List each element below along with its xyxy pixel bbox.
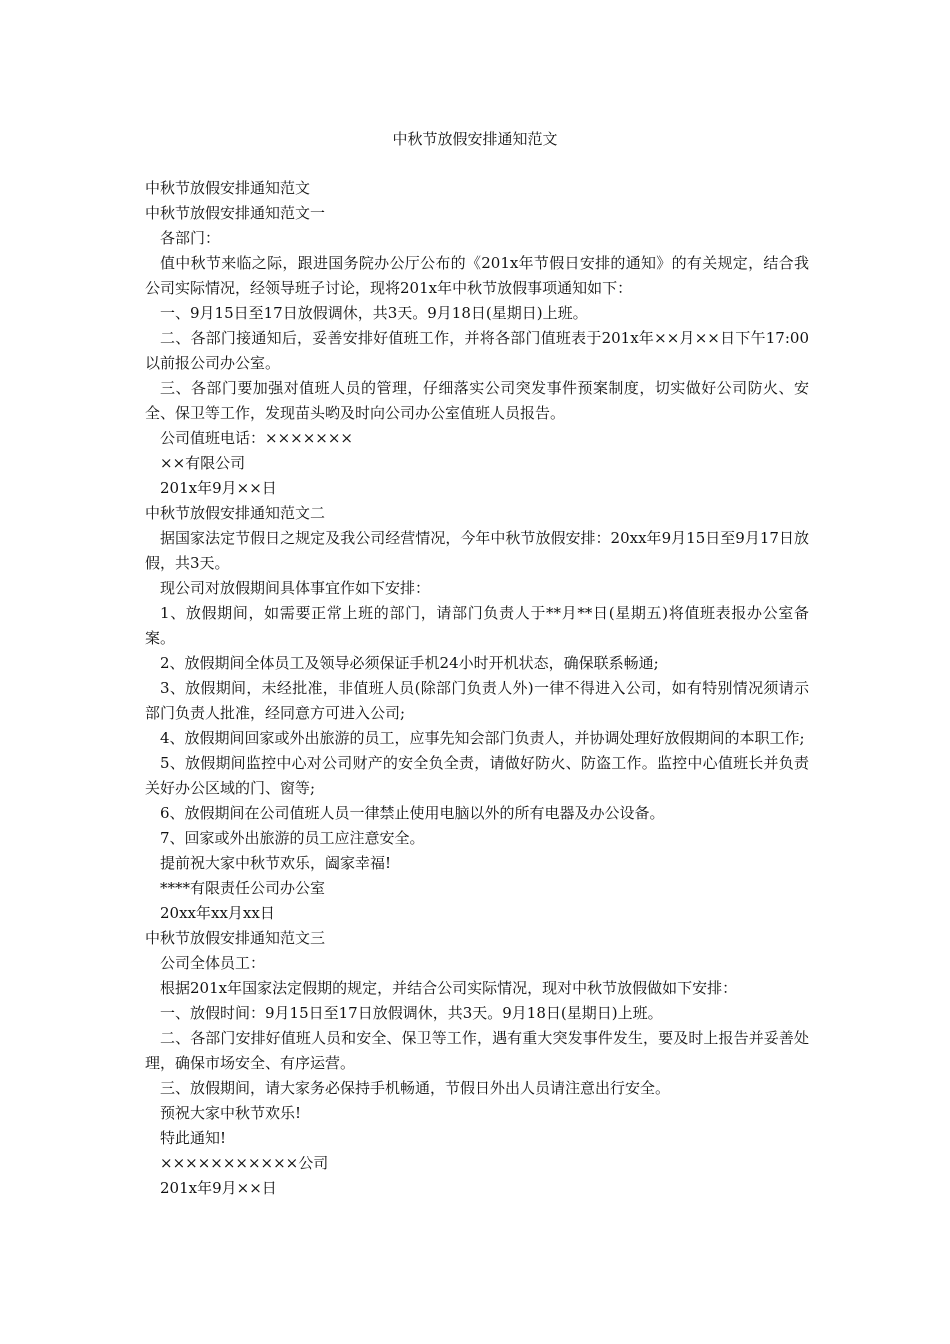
paragraph: 5、放假期间监控中心对公司财产的安全负全责，请做好防火、防盗工作。监控中心值班长并负责关好办公区域的门、窗等;	[145, 754, 809, 797]
paragraph: 3、放假期间，未经批准，非值班人员(除部门负责人外)一律不得进入公司，如有特别情况须请示部门负责人批准，经同意方可进入公司;	[145, 679, 809, 722]
paragraph: 值中秋节来临之际，跟进国务院办公厅公布的《201x年节假日安排的通知》的有关规定，结合我公司实际情况，经领导班子讨论，现将201x年中秋节放假事项通知如下：	[145, 254, 809, 297]
paragraph: ****有限责任公司办公室	[160, 879, 326, 897]
paragraph: 201x年9月××日	[160, 479, 277, 497]
paragraph: 三、放假期间，请大家务必保持手机畅通，节假日外出人员请注意出行安全。	[160, 1079, 671, 1097]
paragraph: 7、回家或外出旅游的员工应注意安全。	[160, 829, 425, 847]
paragraph: 1、放假期间，如需要正常上班的部门，请部门负责人于**月**日(星期五)将值班表报办公室备案。	[145, 604, 809, 647]
section-heading: 中秋节放假安排通知范文三	[145, 929, 326, 947]
section-heading: 中秋节放假安排通知范文一	[145, 204, 326, 222]
paragraph: 提前祝大家中秋节欢乐，阖家幸福!	[160, 854, 392, 872]
document-title: 中秋节放假安排通知范文	[392, 130, 558, 148]
paragraph: 现公司对放假期间具体事宜作如下安排：	[160, 579, 431, 597]
paragraph: 一、放假时间：9月15日至17日放假调休，共3天。9月18日(星期日)上班。	[160, 1004, 663, 1022]
paragraph: 公司值班电话：×××××××	[160, 429, 353, 447]
paragraph: 根据201x年国家法定假期的规定，并结合公司实际情况，现对中秋节放假做如下安排：	[160, 979, 738, 997]
paragraph: 4、放假期间回家或外出旅游的员工，应事先知会部门负责人，并协调处理好放假期间的本职工作;	[160, 729, 805, 747]
paragraph: 二、各部门接通知后，妥善安排好值班工作，并将各部门值班表于201x年××月××日下午17:00以前报公司办公室。	[145, 329, 809, 372]
paragraph: 各部门：	[160, 229, 221, 247]
paragraph: 一、9月15日至17日放假调休，共3天。9月18日(星期日)上班。	[160, 304, 588, 322]
paragraph: 预祝大家中秋节欢乐!	[160, 1104, 302, 1122]
paragraph: 201x年9月××日	[160, 1179, 277, 1197]
paragraph: 二、各部门安排好值班人员和安全、保卫等工作，遇有重大突发事件发生，要及时上报告并妥善处理，确保市场安全、有序运营。	[145, 1029, 809, 1072]
section-heading: 中秋节放假安排通知范文二	[145, 504, 326, 522]
paragraph: 6、放假期间在公司值班人员一律禁止使用电脑以外的所有电器及办公设备。	[160, 804, 665, 822]
paragraph: 20xx年xx月xx日	[160, 904, 275, 922]
paragraph: 公司全体员工：	[160, 954, 266, 972]
paragraph: 三、各部门要加强对值班人员的管理，仔细落实公司突发事件预案制度，切实做好公司防火、安全、保卫等工作，发现苗头哟及时向公司办公室值班人员报告。	[145, 379, 809, 422]
paragraph: ×××××××××××公司	[160, 1154, 329, 1172]
document-body	[145, 176, 809, 1201]
section-heading: 中秋节放假安排通知范文	[145, 179, 311, 197]
paragraph: ××有限公司	[160, 454, 246, 472]
paragraph: 特此通知!	[160, 1129, 227, 1147]
paragraph: 据国家法定节假日之规定及我公司经营情况，今年中秋节放假安排：20xx年9月15日至9月17日放假，共3天。	[145, 529, 809, 572]
paragraph: 2、放假期间全体员工及领导必须保证手机24小时开机状态，确保联系畅通;	[160, 654, 659, 672]
